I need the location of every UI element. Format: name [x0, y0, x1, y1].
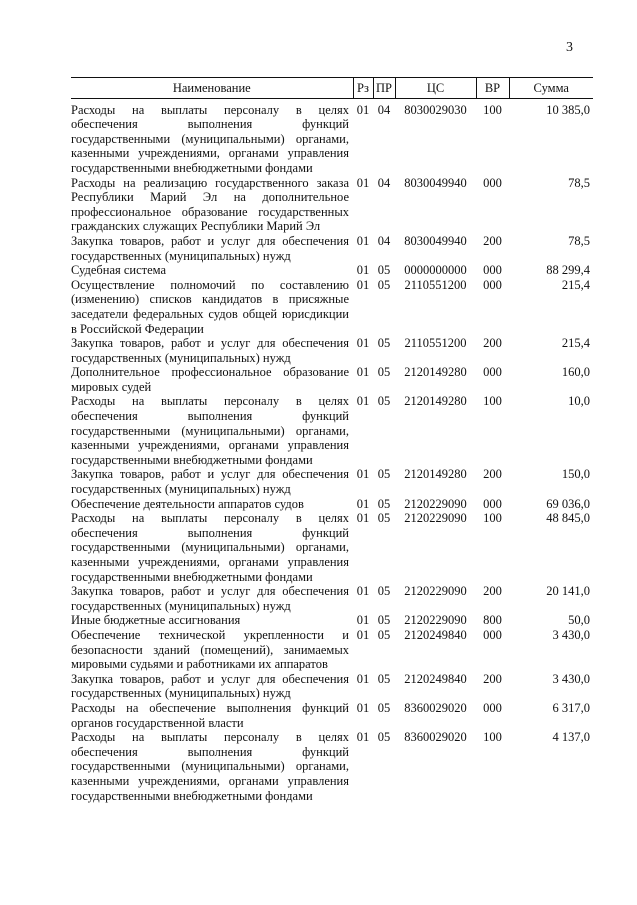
table-row [71, 701, 593, 730]
cell-sum: 69 036,0 [546, 496, 590, 511]
cell-sum: 150,0 [561, 467, 590, 482]
cell-cs: 2110551200 [404, 277, 467, 292]
cell-pr: 05 [377, 584, 391, 599]
budget-table [71, 77, 593, 803]
table-header [71, 78, 593, 99]
cell-rz: 01 [356, 671, 370, 686]
cell-name: Расходы на выплаты персоналу в целях обеспечения выполнения функций государственными (муниципальными) органами, казенными учреждениями, органами управления государственными внебюджетными фондами [71, 394, 349, 467]
cell-rz: 01 [356, 336, 370, 351]
cell-pr: 05 [377, 394, 391, 409]
cell-vr: 000 [483, 700, 502, 715]
header-row [71, 78, 593, 99]
cell-sum: 78,5 [568, 233, 590, 248]
cell-pr: 05 [377, 511, 391, 526]
cell-rz: 01 [356, 233, 370, 248]
cell-sum: 78,5 [568, 175, 590, 190]
cell-cs: 2120229090 [404, 511, 467, 526]
table-row [71, 730, 593, 803]
cell-sum: 4 137,0 [552, 730, 590, 745]
cell-name: Обеспечение деятельности аппаратов судов [71, 496, 304, 511]
cell-name: Закупка товаров, работ и услуг для обеспечения государственных (муниципальных) нужд [71, 467, 349, 497]
cell-pr: 05 [377, 671, 391, 686]
cell-name: Расходы на обеспечение выполнения функций органов государственной власти [71, 700, 349, 730]
table-row [71, 672, 593, 701]
cell-pr: 05 [377, 467, 391, 482]
table-row [71, 497, 593, 512]
cell-vr: 000 [483, 496, 502, 511]
cell-vr: 000 [483, 175, 502, 190]
cell-sum: 10 385,0 [546, 102, 590, 117]
cell-pr: 05 [377, 730, 391, 745]
cell-vr: 200 [483, 671, 502, 686]
cell-vr: 200 [483, 467, 502, 482]
cell-cs: 8030029030 [404, 102, 467, 117]
cell-vr: 200 [483, 584, 502, 599]
cell-cs: 2110551200 [404, 336, 467, 351]
cell-cs: 8360029020 [404, 730, 467, 745]
cell-sum: 50,0 [568, 613, 590, 628]
table-row [71, 365, 593, 394]
table-row [71, 613, 593, 628]
cell-rz: 01 [356, 700, 370, 715]
cell-name: Обеспечение технической укрепленности и безопасности зданий (помещений), занимаемых мировыми судьями и работниками их аппаратов [71, 627, 349, 672]
cell-pr: 05 [377, 365, 391, 380]
cell-pr: 05 [377, 700, 391, 715]
page-number: 3 [566, 40, 573, 55]
cell-sum: 20 141,0 [546, 584, 590, 599]
header-rz: Рз [353, 78, 373, 99]
cell-rz: 01 [356, 467, 370, 482]
cell-pr: 05 [377, 277, 391, 292]
cell-cs: 2120229090 [404, 584, 467, 599]
table-row [71, 584, 593, 613]
cell-rz: 01 [356, 584, 370, 599]
cell-name: Осуществление полномочий по составлению (изменению) списков кандидатов в присяжные заседатели федеральных судов общей юрисдикции в Российской Федерации [71, 277, 349, 336]
cell-pr: 05 [377, 627, 391, 642]
cell-rz: 01 [356, 175, 370, 190]
cell-pr: 05 [377, 263, 391, 278]
cell-cs: 2120249840 [404, 627, 467, 642]
cell-cs: 2120149280 [404, 394, 467, 409]
cell-rz: 01 [356, 627, 370, 642]
cell-cs: 8360029020 [404, 700, 467, 715]
cell-vr: 000 [483, 365, 502, 380]
cell-rz: 01 [356, 277, 370, 292]
cell-vr: 000 [483, 627, 502, 642]
cell-pr: 05 [377, 336, 391, 351]
cell-vr: 100 [483, 511, 502, 526]
header-name: Наименование [71, 78, 353, 99]
cell-pr: 04 [377, 175, 391, 190]
cell-rz: 01 [356, 263, 370, 278]
table-row [71, 263, 593, 278]
cell-cs: 2120229090 [404, 613, 467, 628]
cell-pr: 04 [377, 233, 391, 248]
cell-rz: 01 [356, 511, 370, 526]
cell-vr: 000 [483, 277, 502, 292]
table-row [71, 336, 593, 365]
cell-rz: 01 [356, 613, 370, 628]
table-row [71, 278, 593, 336]
cell-vr: 200 [483, 233, 502, 248]
cell-name: Расходы на выплаты персоналу в целях обеспечения выполнения функций государственными (муниципальными) органами, казенными учреждениями, органами управления государственными внебюджетными фондами [71, 511, 349, 584]
cell-name: Закупка товаров, работ и услуг для обеспечения государственных (муниципальных) нужд [71, 233, 349, 263]
cell-vr: 000 [483, 263, 502, 278]
table-row [71, 511, 593, 584]
cell-rz: 01 [356, 394, 370, 409]
cell-name: Закупка товаров, работ и услуг для обеспечения государственных (муниципальных) нужд [71, 336, 349, 365]
table-row [71, 467, 593, 496]
cell-cs: 0000000000 [404, 263, 467, 278]
cell-sum: 88 299,4 [546, 263, 590, 278]
cell-name: Дополнительное профессиональное образование мировых судей [71, 365, 349, 394]
cell-name: Расходы на выплаты персоналу в целях обеспечения выполнения функций государственными (муниципальными) органами, казенными учреждениями, органами управления государственными внебюджетными фондами [71, 730, 349, 803]
cell-cs: 2120149280 [404, 467, 467, 482]
cell-vr: 800 [483, 613, 502, 628]
cell-pr: 05 [377, 496, 391, 511]
cell-vr: 100 [483, 394, 502, 409]
cell-sum: 3 430,0 [552, 671, 590, 686]
cell-rz: 01 [356, 365, 370, 380]
header-vr: ВР [476, 78, 509, 99]
table-row [71, 234, 593, 263]
table-row [71, 628, 593, 672]
cell-cs: 8030049940 [404, 233, 467, 248]
cell-rz: 01 [356, 496, 370, 511]
cell-cs: 2120229090 [404, 496, 467, 511]
cell-sum: 48 845,0 [546, 511, 590, 526]
cell-name: Расходы на выплаты персоналу в целях обеспечения выполнения функций государственными (муниципальными) органами, казенными учреждениями, органами управления государственными внебюджетными фондами [71, 102, 349, 175]
header-cs: ЦС [395, 78, 476, 99]
cell-pr: 05 [377, 613, 391, 628]
cell-name: Закупка товаров, работ и услуг для обеспечения государственных (муниципальных) нужд [71, 584, 349, 613]
table-row [71, 98, 593, 175]
cell-sum: 6 317,0 [552, 700, 590, 715]
table-body [71, 98, 593, 803]
cell-sum: 3 430,0 [552, 627, 590, 642]
header-pr: ПР [373, 78, 395, 99]
cell-cs: 8030049940 [404, 175, 467, 190]
cell-vr: 100 [483, 730, 502, 745]
cell-sum: 215,4 [561, 277, 590, 292]
cell-pr: 04 [377, 102, 391, 117]
cell-name: Судебная система [71, 263, 167, 278]
cell-vr: 100 [483, 102, 502, 117]
cell-sum: 215,4 [561, 336, 590, 351]
table-row [71, 394, 593, 467]
cell-cs: 2120249840 [404, 671, 467, 686]
cell-rz: 01 [356, 730, 370, 745]
cell-vr: 200 [483, 336, 502, 351]
table-row [71, 176, 593, 234]
header-sum: Сумма [509, 78, 593, 99]
cell-rz: 01 [356, 102, 370, 117]
cell-name: Расходы на реализацию государственного заказа Республики Марий Эл на дополнительное профессиональное образование государственных гражданских служащих Республики Марий Эл [71, 175, 349, 234]
cell-sum: 160,0 [561, 365, 590, 380]
cell-sum: 10,0 [568, 394, 590, 409]
cell-name: Иные бюджетные ассигнования [71, 613, 241, 628]
cell-cs: 2120149280 [404, 365, 467, 380]
cell-name: Закупка товаров, работ и услуг для обеспечения государственных (муниципальных) нужд [71, 671, 349, 701]
